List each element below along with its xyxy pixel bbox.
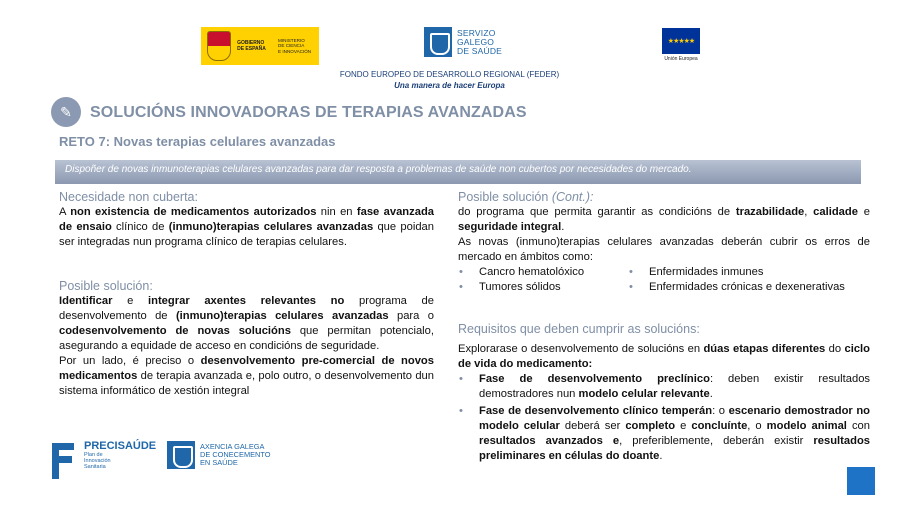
galicia-shield-icon (424, 27, 452, 57)
gobierno-espana-logo: GOBIERNO DE ESPAÑA MINISTERIO DE CIENCIA E INNOVACIÓN (201, 27, 319, 65)
need-heading: Necesidade non cuberta: (59, 190, 198, 204)
spain-coat-of-arms-icon (207, 31, 231, 61)
solution-section (59, 279, 434, 399)
solution-text-2: Por un lado, é preciso o desenvolvemento pre-comercial de novos medicamentos de terapia avanzada e, polo outro, o desenvolvemento dun sistema informático de xestión integral (59, 355, 434, 397)
precisaude-logo-icon (50, 441, 76, 481)
sergas-logo: SERVIZO GALEGO DE SAÚDE (424, 27, 502, 57)
challenge-banner: Dispoñer de novas inmunoterapias celulares avanzadas para dar resposta a problemas de saúde non cubertos por necesidades do mercado. (55, 160, 861, 184)
need-section (59, 190, 434, 250)
eu-label: Unión Europea (664, 56, 698, 62)
solution-cont-text: do programa que permita garantir as condicións de trazabilidade, calidade e seguridade integral. (458, 206, 870, 233)
solution-cont-section (458, 190, 870, 295)
list-item: • Fase de desenvolvemento clínico temperán: o escenario demostrador no modelo celular deberá ser completo e concluínte, o modelo animal con resultados avanzados e, preferiblemente, deberán existir resultados preliminares en células do doante. (459, 405, 870, 462)
list-item: • Fase de desenvolvemento preclínico: deben existir resultados demostradores nun modelo celular relevante. (459, 373, 871, 400)
areas-list (458, 265, 870, 295)
requirements-section (458, 322, 870, 464)
requirements-intro: Explorarase o desenvolvemento de solucións en dúas etapas diferentes do ciclo de vida do medicamento: (458, 343, 870, 370)
solution-heading: Posible solución: (59, 279, 153, 293)
list-item: • Enfermidades crónicas e dexenerativas (629, 281, 845, 293)
list-item: • Cancro hematolóxico (459, 266, 585, 278)
page-title: SOLUCIÓNS INNOVADORAS DE TERAPIAS AVANZADAS (90, 104, 527, 121)
reto-subtitle: RETO 7: Novas terapias celulares avanzadas (59, 134, 336, 149)
solution-text: Identificar e integrar axentes relevantes no programa de desenvolvemento de (inmuno)terapias celulares avanzadas para o codesenvolvemento de novas solucións que permitan potencialo, asegurando a equidade de acceso en condicións de seguridade. (59, 295, 434, 352)
solution-cont-text-2: As novas (inmuno)terapias celulares avanzadas deberán cubrir os erros de mercado en ámbitos como: (458, 236, 870, 263)
precisaude-logo: PRECISAÚDE Plan de Innovación Sanitaria (84, 440, 157, 470)
solution-cont-heading: Posible solución (Cont.): (458, 190, 594, 204)
need-text: A non existencia de medicamentos autorizados nin en fase avanzada de ensaio clínico de (inmuno)terapias celulares avanzadas que poidan ser integradas nun programa clínico de terapias celulares. (59, 206, 435, 248)
feder-text: FONDO EUROPEO DE DESARROLLO REGIONAL (FEDER) (339, 70, 560, 79)
feder-motto: Una manera de hacer Europa (394, 81, 505, 90)
acis-logo: AXENCIA GALEGA DE CONECEMENTO EN SAÚDE (167, 441, 271, 469)
list-item: • Tumores sólidos (459, 281, 561, 293)
galicia-shield-icon (167, 441, 195, 469)
requirements-heading: Requisitos que deben cumprir as solucións: (458, 322, 700, 336)
requirements-list (458, 372, 870, 464)
syringe-icon: ✎ (51, 97, 81, 127)
corner-square (847, 467, 875, 495)
eu-flag-icon: ★★★★★ (662, 28, 700, 54)
list-item: • Enfermidades inmunes (629, 266, 764, 278)
